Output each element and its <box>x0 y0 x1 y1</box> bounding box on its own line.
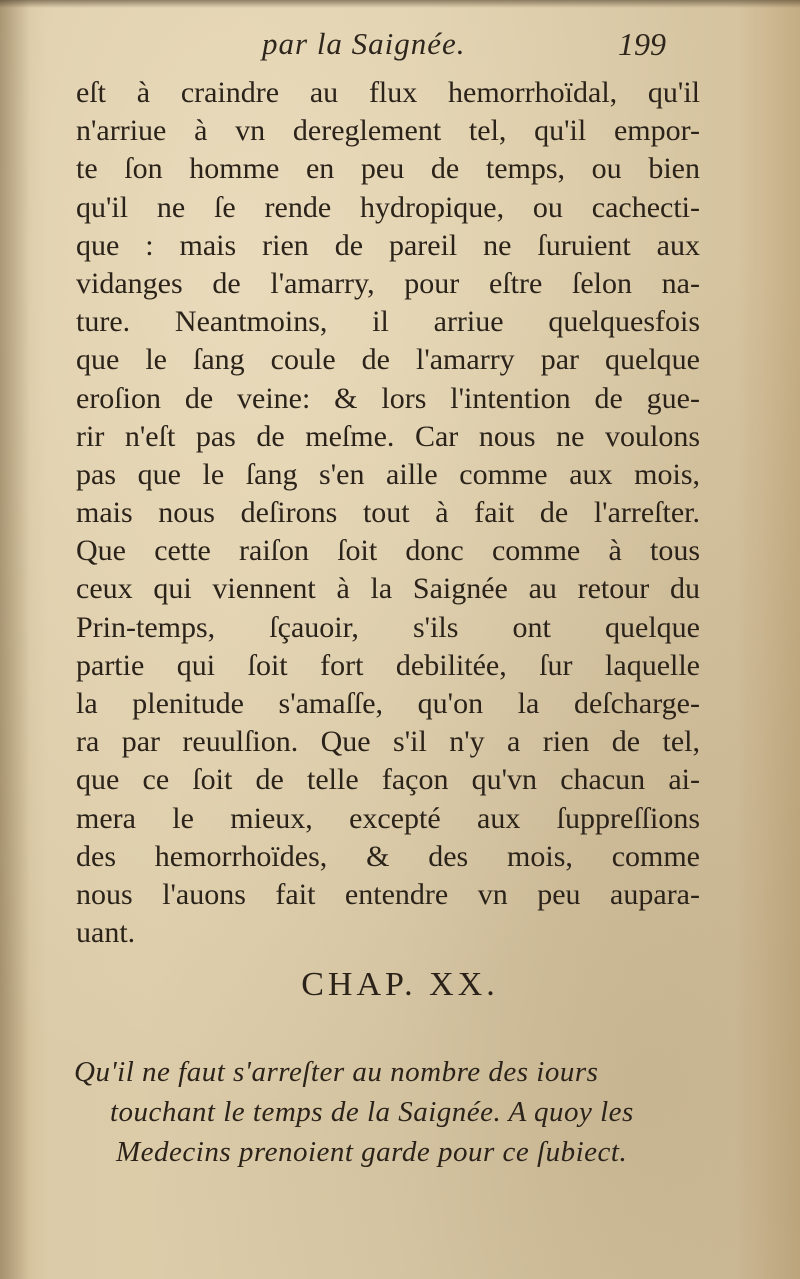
text-line: ture. Neantmoins, il arriue quelquesfois <box>76 305 700 339</box>
page-top-edge <box>0 0 800 8</box>
page-number: 199 <box>618 26 666 62</box>
text-line: que ce ſoit de telle façon qu'vn chacun ai- <box>76 763 700 797</box>
running-head: par la Saignée. <box>262 26 466 61</box>
text-line: ceux qui viennent à la Saignée au retour du <box>76 572 700 606</box>
text-line: des hemorrhoïdes, & des mois, comme <box>76 839 700 873</box>
text-line: mera le mieux, excepté aux ſuppreſſions <box>76 801 700 835</box>
text-line: rir n'eſt pas de meſme. Car nous ne voulons <box>76 419 700 453</box>
text-line: qu'il ne ſe rende hydropique, ou cachecti- <box>76 190 700 224</box>
text-line: la plenitude s'amaſſe, qu'on la deſcharge- <box>76 687 700 720</box>
text-line: n'arriue à vn dereglement tel, qu'il empor- <box>76 114 700 148</box>
text-line: que : mais rien de pareil ne ſuruient aux <box>76 228 700 262</box>
text-line: uant. <box>76 916 136 950</box>
summary-line: Qu'il ne faut s'arreſter au nombre des iours <box>74 1056 599 1088</box>
text-line: eſt à craindre au flux hemorrhoïdal, qu'il <box>76 76 700 109</box>
text-line: vidanges de l'amarry, pour eſtre ſelon na- <box>76 266 700 300</box>
text-line: nous l'auons fait entendre vn peu aupara- <box>76 877 700 911</box>
text-line: Que cette raiſon ſoit donc comme à tous <box>76 534 700 568</box>
summary-line: Medecins prenoient garde pour ce ſubiect. <box>116 1136 628 1168</box>
chapter-heading: CHAP. XX. <box>301 966 499 1003</box>
chapter-summary <box>74 1052 704 1172</box>
text-line: partie qui ſoit fort debilitée, ſur laquelle <box>76 648 700 682</box>
text-line: mais nous deſirons tout à fait de l'arreſter. <box>76 496 700 530</box>
text-line: que le ſang coule de l'amarry par quelque <box>76 343 700 377</box>
text-line: ra par reuulſion. Que s'il n'y a rien de tel, <box>76 725 700 759</box>
gutter-shadow <box>0 0 30 1279</box>
text-line: Prin-temps, ſçauoir, s'ils ont quelque <box>76 610 700 644</box>
summary-line: touchant le temps de la Saignée. A quoy les <box>110 1096 634 1128</box>
body-text <box>76 74 700 952</box>
text-line: pas que le ſang s'en aille comme aux mois, <box>76 457 700 491</box>
text-line: eroſion de veine: & lors l'intention de gue- <box>76 381 700 415</box>
page-header <box>0 22 800 72</box>
text-line: te ſon homme en peu de temps, ou bien <box>76 152 700 186</box>
